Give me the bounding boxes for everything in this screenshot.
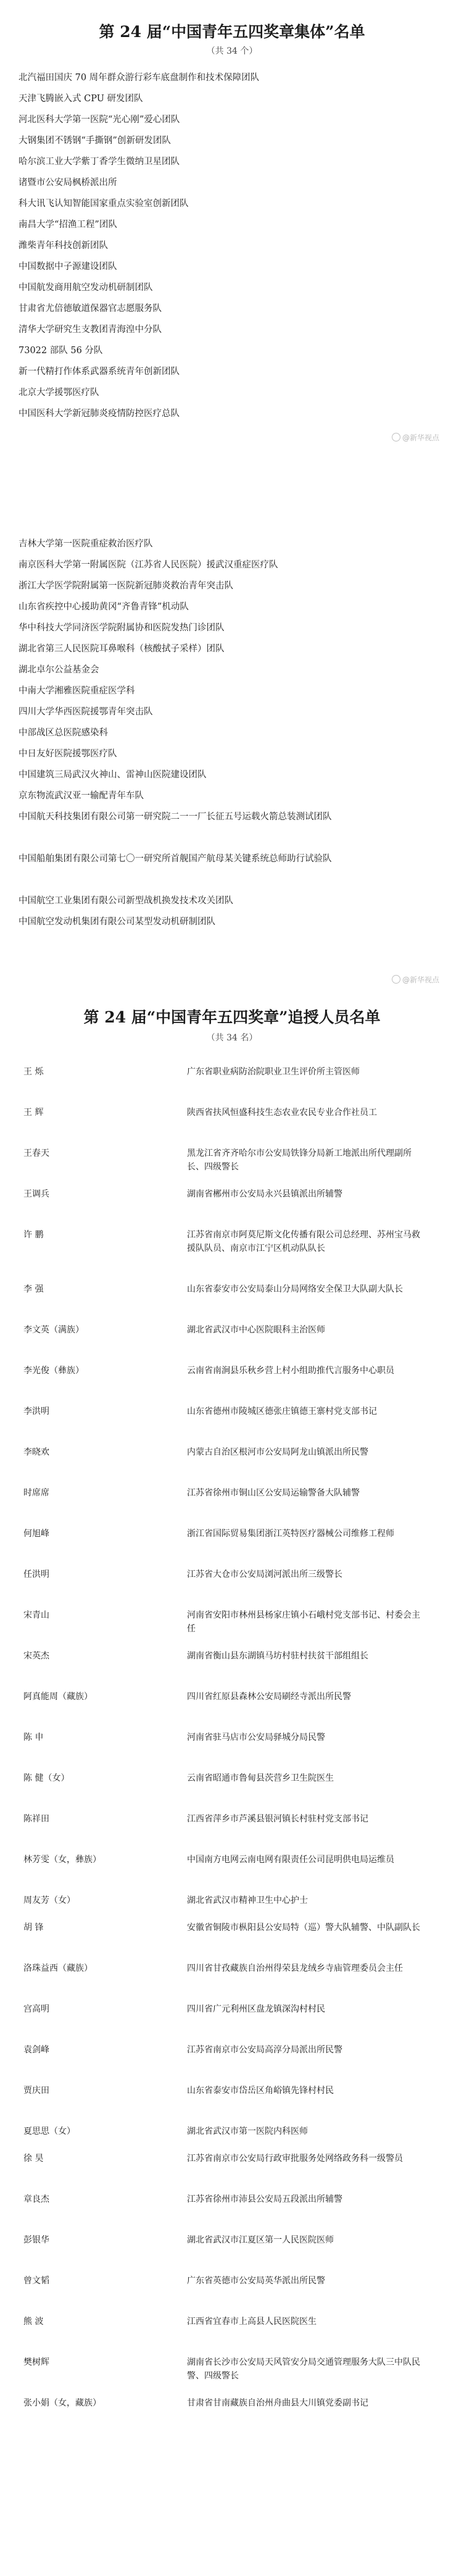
collective-item: 北汽福田国庆 70 周年群众游行彩车底盘制作和技术保障团队 xyxy=(19,73,260,83)
watermark-text: @新华视点 xyxy=(402,976,439,984)
collective-item: 天津飞腾嵌入式 CPU 研发团队 xyxy=(19,94,143,104)
camera-icon xyxy=(392,975,400,984)
person-position: 湖北省武汉市精神卫生中心护士 xyxy=(187,1896,308,1905)
collective-item: 中南大学湘雅医院重症医学科 xyxy=(19,686,135,696)
person-position: 湖南省长沙市公安局天风管安分局交通管理服务大队三中队民警、四级警长 xyxy=(187,2357,420,2381)
person-row xyxy=(23,1853,443,1894)
collective-item: 73022 部队 56 分队 xyxy=(19,346,103,356)
watermark xyxy=(392,974,439,985)
person-position: 山东省泰安市公安局泰山分局网络安全保卫大队副大队长 xyxy=(187,1284,403,1294)
collective-item: 清华大学研究生支教团青海湟中分队 xyxy=(19,325,162,335)
collective-item: 吉林大学第一医院重症救治医疗队 xyxy=(19,539,153,549)
collective-item: 河北医科大学第一医院“光心刚”爱心团队 xyxy=(19,115,180,125)
person-position: 江苏省南京市公安局高淳分局派出所民警 xyxy=(187,2045,342,2055)
collective-item: 甘肃省尤倍德敏道保器官志愿服务队 xyxy=(19,304,162,314)
collective-item: 山东省疾控中心援助黄冈“齐鲁青锋”机动队 xyxy=(19,602,189,612)
person-position: 陕西省扶风恒盛科技生态农业农民专业合作社员工 xyxy=(187,1108,377,1118)
person-position: 江苏省南京市公安局行政审批服务处网络政务科一级警员 xyxy=(187,2154,403,2164)
person-row xyxy=(23,1486,443,1527)
person-name: 任洪明 xyxy=(23,1570,49,1579)
collective-item: 湖北省第三人民医院耳鼻喉科（核酸拭子采样）团队 xyxy=(19,644,225,654)
person-row xyxy=(23,2084,443,2125)
collective-list-2 xyxy=(19,537,444,936)
person-position: 江苏省大仓市公安局浏河派出所三级警长 xyxy=(187,1570,342,1579)
person-position: 湖北省武汉市江夏区第一人民医院医师 xyxy=(187,2235,334,2245)
person-row xyxy=(23,1527,443,1568)
section2-count: （共 34 名） xyxy=(206,1033,258,1043)
person-name: 彭银华 xyxy=(23,2235,49,2245)
person-position: 江苏省徐州市沛县公安局五段派出所辅警 xyxy=(187,2194,342,2204)
person-name: 王春天 xyxy=(23,1148,49,1158)
person-row xyxy=(23,1568,443,1608)
person-row xyxy=(23,1364,443,1405)
person-name: 樊树辉 xyxy=(23,2357,49,2367)
person-position: 江苏省徐州市铜山区公安局运输警备大队辅警 xyxy=(187,1488,360,1498)
person-position: 黑龙江省齐齐哈尔市公安局铁锋分局新工地派出所代理副所长、四级警长 xyxy=(187,1148,412,1172)
person-position: 山东省德州市陵城区德张庄镇德王寨村党支部书记 xyxy=(187,1407,377,1416)
person-position: 湖南省郴州市公安局永兴县镇派出所辅警 xyxy=(187,1189,342,1199)
person-row xyxy=(23,2043,443,2084)
collective-item: 中国建筑三局武汉火神山、雷神山医院建设团队 xyxy=(19,770,207,780)
person-name: 徐 昊 xyxy=(23,2154,44,2164)
person-row xyxy=(23,1731,443,1771)
person-name: 周友芳（女） xyxy=(23,1896,75,1905)
person-row xyxy=(23,2396,443,2437)
person-position: 安徽省铜陵市枞阳县公安局特（巡）警大队辅警、中队副队长 xyxy=(187,1923,420,1933)
person-name: 王 辉 xyxy=(23,1108,44,1118)
person-name: 宋青山 xyxy=(23,1610,49,1620)
collective-item: 中国航空发动机集团有限公司某型发动机研制团队 xyxy=(19,917,215,927)
person-row xyxy=(23,2233,443,2274)
collective-item: 湖北卓尔公益基金会 xyxy=(19,665,99,675)
person-row xyxy=(23,1323,443,1364)
person-position: 内蒙古自治区根河市公安局阿龙山镇派出所民警 xyxy=(187,1447,368,1457)
person-name: 阿真能周（藏族） xyxy=(23,1692,93,1702)
person-name: 宫高明 xyxy=(23,2004,49,2014)
person-name: 宋英杰 xyxy=(23,1651,49,1661)
person-row xyxy=(23,1690,443,1731)
person-row xyxy=(23,2356,443,2396)
camera-icon xyxy=(392,433,400,441)
person-row xyxy=(23,1228,443,1282)
person-name: 李洪明 xyxy=(23,1407,49,1416)
person-name: 林芳雯（女，彝族） xyxy=(23,1855,101,1865)
person-row xyxy=(23,2274,443,2315)
person-name: 夏思思（女） xyxy=(23,2126,75,2136)
person-name: 许 鹏 xyxy=(23,1230,44,1240)
section1-count: （共 34 个） xyxy=(206,46,258,56)
person-row xyxy=(23,1608,443,1649)
collective-item: 北京大学援鄂医疗队 xyxy=(19,388,99,398)
person-name: 张小娟（女，藏族） xyxy=(23,2398,101,2408)
person-name: 洛珠益西（藏族） xyxy=(23,1963,93,1973)
collective-item: 京东物流武汉亚一输配青年车队 xyxy=(19,791,144,801)
person-position: 广东省职业病防治院职业卫生评价所主管医师 xyxy=(187,1067,360,1077)
person-position: 湖北省武汉市第一医院内科医师 xyxy=(187,2126,308,2136)
person-row xyxy=(23,1445,443,1486)
collective-item: 浙江大学医学院附属第一医院新冠肺炎救治青年突击队 xyxy=(19,581,233,591)
person-position: 江西省宜春市上高县人民医院医生 xyxy=(187,2317,317,2327)
person-name: 胡 锋 xyxy=(23,1923,44,1933)
person-name: 陈祥田 xyxy=(23,1814,49,1824)
person-position: 中国南方电网云南电网有限责任公司昆明供电局运维员 xyxy=(187,1855,394,1865)
person-position: 山东省泰安市岱岳区角峪镇先锋村村民 xyxy=(187,2086,334,2096)
person-row xyxy=(23,1894,443,1921)
person-name: 李文英（满族） xyxy=(23,1325,84,1335)
collective-item: 中国数据中子源建设团队 xyxy=(19,262,117,272)
person-name: 李光俊（彝族） xyxy=(23,1366,84,1376)
person-row xyxy=(23,1106,443,1147)
collective-item: 南昌大学“招渔工程”团队 xyxy=(19,220,117,230)
person-position: 江苏省南京市阿莫尼斯文化传播有限公司总经理、苏州宝马救援队队员、南京市江宁区机动队队长 xyxy=(187,1230,420,1253)
collective-item: 潍柴青年科技创新团队 xyxy=(19,241,108,251)
person-name: 李 强 xyxy=(23,1284,44,1294)
collective-item: 中国航空工业集团有限公司新型战机换发技术攻关团队 xyxy=(19,896,233,906)
person-position: 河南省安阳市林州县杨家庄镇小石峨村党支部书记、村委会主任 xyxy=(187,1610,420,1634)
person-name: 袁剑峰 xyxy=(23,2045,49,2055)
person-row xyxy=(23,1921,443,1962)
collective-item: 南京医科大学第一附属医院（江苏省人民医院）援武汉重症医疗队 xyxy=(19,560,278,570)
person-row xyxy=(23,2315,443,2356)
person-position: 湖南省衡山县东湖镇马坊村驻村扶贫干部组组长 xyxy=(187,1651,368,1661)
person-position: 云南省南涧县乐秋乡营上村小组助推代言服务中心职员 xyxy=(187,1366,394,1376)
person-position: 四川省甘孜藏族自治州得荣县龙绒乡寺庙管理委员会主任 xyxy=(187,1963,403,1973)
section1-title: 第 24 届“中国青年五四奖章集体”名单 xyxy=(99,23,365,41)
person-position: 湖北省武汉市中心医院眼科主治医师 xyxy=(187,1325,325,1335)
person-row xyxy=(23,2193,443,2233)
person-row xyxy=(23,1405,443,1445)
person-row xyxy=(23,1649,443,1690)
collective-item: 大钢集团不锈钢“手撕钢”创新研发团队 xyxy=(19,136,171,146)
person-name: 曾文韬 xyxy=(23,2276,49,2286)
collective-item: 哈尔滨工业大学紫丁香学生微纳卫星团队 xyxy=(19,157,180,167)
person-name: 何旭峰 xyxy=(23,1529,49,1539)
person-row xyxy=(23,2002,443,2043)
person-name: 王 烁 xyxy=(23,1067,44,1077)
person-name: 章良杰 xyxy=(23,2194,49,2204)
collective-item: 新一代精打作体系武器系统青年创新团队 xyxy=(19,367,180,377)
person-row xyxy=(23,2152,443,2193)
person-position: 广东省英德市公安局英华派出所民警 xyxy=(187,2276,325,2286)
person-position: 云南省昭通市鲁甸县茨营乡卫生院医生 xyxy=(187,1773,334,1783)
person-name: 陈 健（女） xyxy=(23,1773,70,1783)
person-name: 李晓欢 xyxy=(23,1447,49,1457)
collective-list-1 xyxy=(19,71,444,428)
collective-item: 中国船舶集团有限公司第七〇一研究所首舰国产航母某关键系统总师助行试验队 xyxy=(19,854,332,864)
person-row xyxy=(23,1282,443,1323)
person-position: 四川省红原县森林公安局刷经寺派出所民警 xyxy=(187,1692,351,1702)
person-name: 贾庆田 xyxy=(23,2086,49,2096)
person-row xyxy=(23,1065,443,1106)
person-row xyxy=(23,1187,443,1228)
person-position: 甘肃省甘南藏族自治州舟曲县大川镇党委副书记 xyxy=(187,2398,368,2408)
person-row xyxy=(23,1147,443,1187)
person-name: 陈 申 xyxy=(23,1733,44,1742)
collective-item: 华中科技大学同济医学院附属协和医院发热门诊团队 xyxy=(19,623,225,633)
person-row xyxy=(23,1962,443,2002)
person-row xyxy=(23,1812,443,1853)
watermark xyxy=(392,432,439,443)
person-position: 浙江省国际贸易集团浙江英特医疗器械公司维修工程师 xyxy=(187,1529,394,1539)
collective-item: 诸暨市公安局枫桥派出所 xyxy=(19,178,117,188)
collective-item: 中国航发商用航空发动机研制团队 xyxy=(19,283,153,293)
person-position: 河南省驻马店市公安局驿城分局民警 xyxy=(187,1733,325,1742)
collective-item: 中国航天科技集团有限公司第一研究院二一一厂长征五号运载火箭总装测试团队 xyxy=(19,812,332,822)
people-list xyxy=(23,1065,443,2437)
person-row xyxy=(23,2125,443,2152)
person-row xyxy=(23,1771,443,1812)
collective-item: 中部战区总医院感染科 xyxy=(19,728,108,738)
collective-item: 中国医科大学新冠肺炎疫情防控医疗总队 xyxy=(19,409,180,419)
collective-item: 中日友好医院援鄂医疗队 xyxy=(19,749,117,759)
section2-title: 第 24 届“中国青年五四奖章”追授人员名单 xyxy=(83,1008,381,1026)
person-name: 王调兵 xyxy=(23,1189,49,1199)
person-position: 四川省广元利州区盘龙镇深沟村村民 xyxy=(187,2004,325,2014)
watermark-text: @新华视点 xyxy=(402,433,439,442)
person-name: 熊 波 xyxy=(23,2317,44,2327)
person-position: 江西省萍乡市芦溪县银河镇长村驻村党支部书记 xyxy=(187,1814,368,1824)
collective-item: 四川大学华西医院援鄂青年突击队 xyxy=(19,707,153,717)
person-name: 时席席 xyxy=(23,1488,49,1498)
collective-item: 科大讯飞认知智能国家重点实验室创新团队 xyxy=(19,199,189,209)
